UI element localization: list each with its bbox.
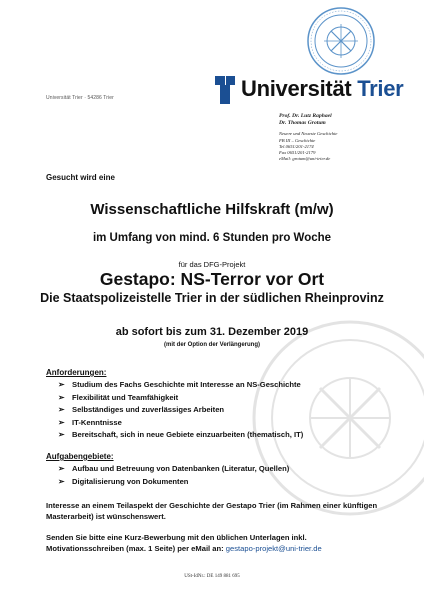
- project-title: Gestapo: NS-Terror vor Ort: [99, 269, 325, 289]
- contact-line-1: Neuere und Neueste Geschichte: [279, 131, 338, 137]
- list-item: ➢ IT-Kenntnisse: [58, 417, 303, 430]
- tasks-heading: Aufgabengebiete:: [46, 452, 114, 461]
- list-item: ➢ Studium des Fachs Geschichte mit Interesse an NS-Geschichte: [58, 379, 303, 392]
- university-logo-mark-icon: [213, 74, 237, 106]
- tasks-list: [58, 463, 289, 488]
- arrow-bullet-icon: ➢: [58, 476, 65, 486]
- logo-text-universitaet: Universität: [241, 76, 358, 101]
- hours-text: im Umfang von mind. 6 Stunden pro Woche: [92, 232, 332, 244]
- apply-paragraph: [46, 533, 386, 554]
- apply-line-1: Senden Sie bitte eine Kurz-Bewerbung mit den üblichen Unterlagen inkl.: [46, 533, 307, 542]
- contact-prof: Prof. Dr. Lutz Raphael: [279, 113, 332, 119]
- requirements-heading: Anforderungen:: [46, 368, 107, 377]
- contact-line-4: Fax 0651/201-2179: [279, 150, 316, 156]
- intro-text: Gesucht wird eine: [46, 173, 115, 182]
- interest-paragraph: Interesse an einem Teilaspekt der Geschichte der Gestapo Trier (im Rahmen einer künftigen Masterarbeit) ist wünschenswert.: [46, 501, 378, 521]
- list-item: ➢ Digitalisierung von Dokumenten: [58, 476, 289, 489]
- project-label: für das DFG-Projekt: [178, 260, 246, 269]
- list-item: ➢ Selbständiges und zuverlässiges Arbeiten: [58, 404, 303, 417]
- arrow-bullet-icon: ➢: [58, 417, 65, 427]
- university-seal-icon: [306, 6, 376, 76]
- contact-block: [279, 113, 337, 162]
- apply-email-link[interactable]: gestapo-projekt@uni-trier.de: [225, 543, 322, 553]
- arrow-bullet-icon: ➢: [58, 380, 65, 389]
- arrow-bullet-icon: ➢: [58, 464, 65, 473]
- vat-id-footer: USt-IdNr.: DE 149 881 695: [184, 574, 240, 579]
- requirements-list: [58, 379, 303, 442]
- contact-email[interactable]: eMail: grotum@uni-trier.de: [279, 156, 331, 162]
- contract-date-note: (mit der Option der Verlängerung): [163, 342, 260, 348]
- project-subtitle: Die Staatspolizeistelle Trier in der südlichen Rheinprovinz: [40, 291, 384, 305]
- arrow-bullet-icon: ➢: [58, 430, 65, 440]
- arrow-bullet-icon: ➢: [58, 392, 65, 402]
- position-title: Wissenschaftliche Hilfskraft (m/w): [90, 201, 334, 218]
- list-item: ➢ Bereitschaft, sich in neue Gebiete einzuarbeiten (thematisch, IT): [58, 429, 303, 442]
- contract-date: ab sofort bis zum 31. Dezember 2019: [115, 326, 309, 338]
- sender-address-line: Universität Trier · 54286 Trier: [46, 95, 114, 101]
- contact-line-3: Tel.0651/201-2174: [279, 143, 314, 149]
- contact-line-2: FB III – Geschichte: [279, 137, 316, 143]
- university-logo-text: [241, 76, 403, 102]
- contact-dr: Dr. Thomas Grotum: [279, 120, 326, 127]
- arrow-bullet-icon: ➢: [58, 405, 65, 415]
- list-item: ➢ Flexibilität und Teamfähigkeit: [58, 392, 303, 405]
- list-item: ➢ Aufbau und Betreuung von Datenbanken (Literatur, Quellen): [58, 463, 289, 476]
- apply-line-2: Motivationsschreiben (max. 1 Seite) per eMail an: gestapo-projekt@uni-trier.de: [46, 543, 322, 553]
- logo-text-trier: Trier: [357, 76, 404, 101]
